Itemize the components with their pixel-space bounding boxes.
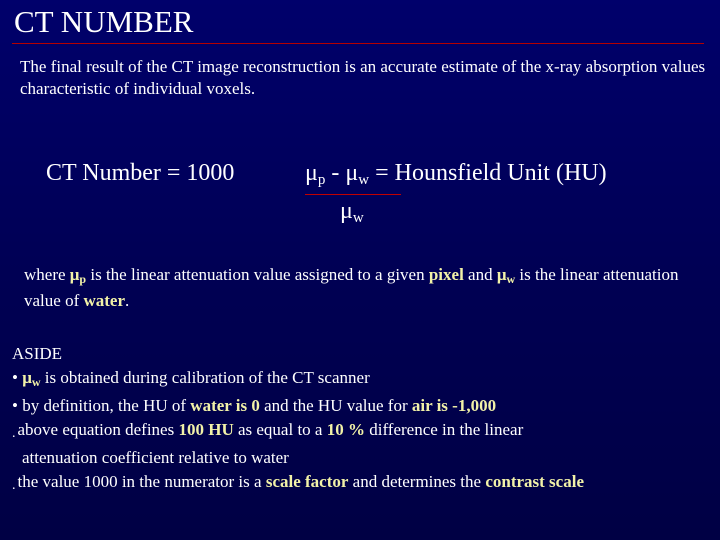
mu-symbol: μ	[22, 368, 32, 387]
subscript-p: p	[317, 172, 326, 188]
where-paragraph: where $\mu_p$ is the linear attenuation value assigned to a given pixel and $\mu_w$ is the linear attenuation value of water.	[24, 265, 679, 310]
subscript-p: p	[79, 272, 87, 286]
subscript-w: w	[358, 172, 370, 188]
aside-item-3-cont: attenuation coefficient relative to water	[22, 448, 289, 467]
fraction-bar	[305, 194, 401, 195]
aside-section	[12, 342, 712, 498]
pixel-term: pixel	[428, 265, 464, 284]
aside-item-2: • by definition, the HU of water is 0 and the HU value for air is -1,000	[12, 396, 497, 415]
subscript-w: w	[506, 272, 516, 286]
mu-symbol: μ	[496, 265, 507, 284]
mu-symbol: μ	[345, 160, 359, 186]
equation-denominator	[340, 196, 364, 233]
bullet-icon: •	[12, 396, 18, 415]
subscript-w: w	[31, 375, 41, 389]
equation-rhs: = Hounsfield Unit (HU)	[375, 160, 607, 186]
bullet-icon: •	[12, 368, 18, 387]
aside-item-4: . the value 1000 in the numerator is a scale factor and determines the contrast scale	[12, 470, 712, 498]
subscript-w: w	[352, 210, 364, 226]
equation-lhs: CT Number = 1000	[46, 160, 235, 186]
aside-heading: ASIDE	[12, 344, 63, 363]
small-bullet-icon: .	[12, 426, 16, 441]
mu-symbol: μ	[69, 265, 80, 284]
page-title: CT NUMBER	[14, 4, 194, 39]
aside-item-3: . above equation defines 100 HU as equal to a 10 % difference in the linear	[12, 418, 712, 446]
water-term: water	[83, 291, 126, 310]
equation-numerator	[305, 158, 607, 195]
mu-symbol: μ	[340, 198, 353, 224]
minus-sign: -	[331, 160, 340, 186]
small-bullet-icon: .	[12, 478, 16, 493]
mu-symbol: μ	[305, 160, 318, 186]
aside-item-1: • $\mu_w$ is obtained during calibration of the CT scanner	[12, 368, 370, 389]
title-underline	[12, 43, 704, 44]
intro-paragraph: The final result of the CT image reconstruction is an accurate estimate of the x-ray absorption values characteristic of individual voxels.	[20, 57, 706, 98]
